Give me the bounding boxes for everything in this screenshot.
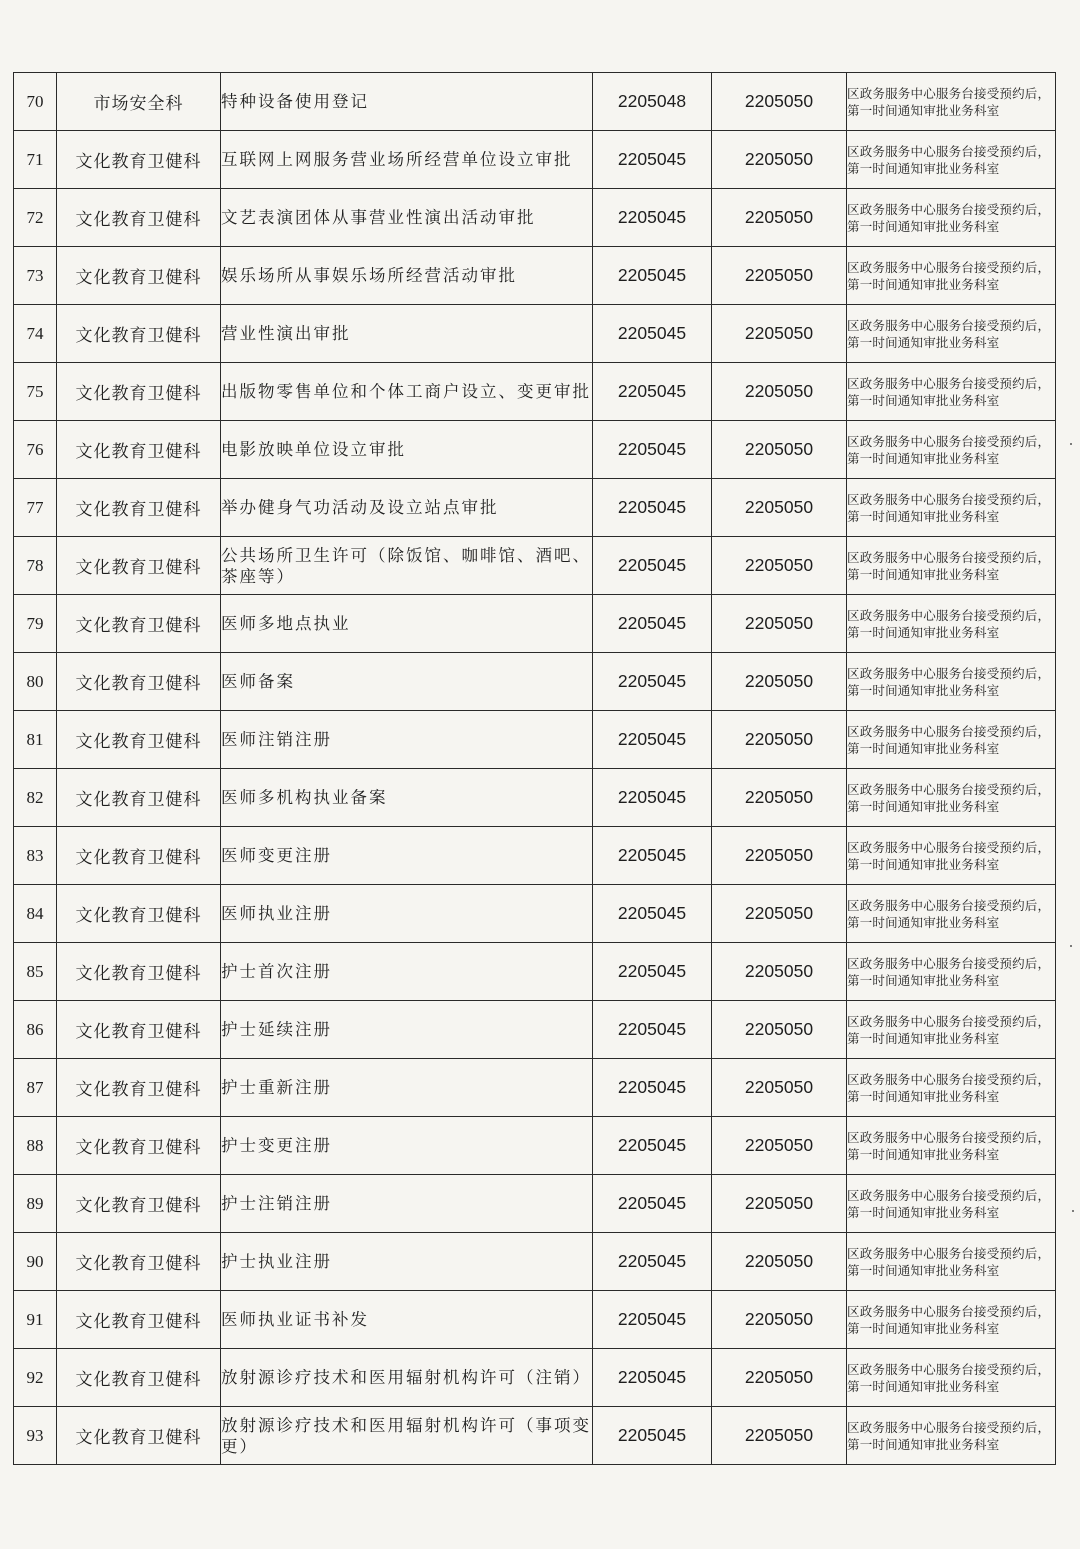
phone-cell-2: 2205050 — [712, 943, 847, 1001]
phone-cell-1: 2205045 — [593, 363, 712, 421]
department-cell: 文化教育卫健科 — [57, 1001, 221, 1059]
row-number: 90 — [14, 1233, 57, 1291]
service-item-cell: 放射源诊疗技术和医用辐射机构许可（注销） — [221, 1349, 593, 1407]
row-number: 76 — [14, 421, 57, 479]
note-cell: 区政务服务中心服务台接受预约后，第一时间通知审批业务科室 — [847, 595, 1056, 653]
table-row — [14, 363, 1056, 421]
department-cell: 文化教育卫健科 — [57, 247, 221, 305]
service-item-cell: 文艺表演团体从事营业性演出活动审批 — [221, 189, 593, 247]
department-cell: 文化教育卫健科 — [57, 479, 221, 537]
note-cell: 区政务服务中心服务台接受预约后，第一时间通知审批业务科室 — [847, 1175, 1056, 1233]
department-cell: 市场安全科 — [57, 73, 221, 131]
phone-cell-2: 2205050 — [712, 1001, 847, 1059]
row-number: 85 — [14, 943, 57, 1001]
department-cell: 文化教育卫健科 — [57, 653, 221, 711]
phone-cell-2: 2205050 — [712, 1291, 847, 1349]
table-row — [14, 537, 1056, 595]
table-row — [14, 653, 1056, 711]
phone-cell-1: 2205048 — [593, 73, 712, 131]
row-number: 72 — [14, 189, 57, 247]
table-row — [14, 73, 1056, 131]
department-cell: 文化教育卫健科 — [57, 711, 221, 769]
phone-cell-1: 2205045 — [593, 711, 712, 769]
phone-cell-2: 2205050 — [712, 421, 847, 479]
row-number: 78 — [14, 537, 57, 595]
service-item-cell: 医师多机构执业备案 — [221, 769, 593, 827]
note-cell: 区政务服务中心服务台接受预约后，第一时间通知审批业务科室 — [847, 1117, 1056, 1175]
row-number: 89 — [14, 1175, 57, 1233]
department-cell: 文化教育卫健科 — [57, 363, 221, 421]
row-number: 86 — [14, 1001, 57, 1059]
note-cell: 区政务服务中心服务台接受预约后，第一时间通知审批业务科室 — [847, 73, 1056, 131]
phone-cell-2: 2205050 — [712, 711, 847, 769]
department-cell: 文化教育卫健科 — [57, 1175, 221, 1233]
phone-cell-2: 2205050 — [712, 479, 847, 537]
row-number: 87 — [14, 1059, 57, 1117]
phone-cell-2: 2205050 — [712, 363, 847, 421]
table-row — [14, 1175, 1056, 1233]
department-cell: 文化教育卫健科 — [57, 305, 221, 363]
service-item-cell: 医师变更注册 — [221, 827, 593, 885]
note-cell: 区政务服务中心服务台接受预约后，第一时间通知审批业务科室 — [847, 247, 1056, 305]
phone-cell-1: 2205045 — [593, 885, 712, 943]
note-cell: 区政务服务中心服务台接受预约后，第一时间通知审批业务科室 — [847, 537, 1056, 595]
row-number: 70 — [14, 73, 57, 131]
phone-cell-2: 2205050 — [712, 827, 847, 885]
row-number: 93 — [14, 1407, 57, 1465]
service-item-cell: 医师执业证书补发 — [221, 1291, 593, 1349]
row-number: 80 — [14, 653, 57, 711]
service-item-cell: 医师注销注册 — [221, 711, 593, 769]
row-number: 71 — [14, 131, 57, 189]
phone-cell-2: 2205050 — [712, 1117, 847, 1175]
phone-cell-1: 2205045 — [593, 247, 712, 305]
phone-cell-1: 2205045 — [593, 1001, 712, 1059]
phone-cell-2: 2205050 — [712, 537, 847, 595]
phone-cell-1: 2205045 — [593, 537, 712, 595]
row-number: 77 — [14, 479, 57, 537]
row-number: 82 — [14, 769, 57, 827]
note-cell: 区政务服务中心服务台接受预约后，第一时间通知审批业务科室 — [847, 711, 1056, 769]
phone-cell-2: 2205050 — [712, 769, 847, 827]
service-item-cell: 电影放映单位设立审批 — [221, 421, 593, 479]
service-item-cell: 举办健身气功活动及设立站点审批 — [221, 479, 593, 537]
table-row — [14, 595, 1056, 653]
note-cell: 区政务服务中心服务台接受预约后，第一时间通知审批业务科室 — [847, 1349, 1056, 1407]
note-cell: 区政务服务中心服务台接受预约后，第一时间通知审批业务科室 — [847, 653, 1056, 711]
note-cell: 区政务服务中心服务台接受预约后，第一时间通知审批业务科室 — [847, 885, 1056, 943]
service-item-cell: 出版物零售单位和个体工商户设立、变更审批 — [221, 363, 593, 421]
phone-cell-2: 2205050 — [712, 1349, 847, 1407]
phone-cell-1: 2205045 — [593, 1291, 712, 1349]
table-row — [14, 1233, 1056, 1291]
department-cell: 文化教育卫健科 — [57, 827, 221, 885]
phone-cell-1: 2205045 — [593, 1233, 712, 1291]
table-row — [14, 885, 1056, 943]
note-cell: 区政务服务中心服务台接受预约后，第一时间通知审批业务科室 — [847, 421, 1056, 479]
service-item-cell: 公共场所卫生许可（除饭馆、咖啡馆、酒吧、茶座等） — [221, 537, 593, 595]
phone-cell-1: 2205045 — [593, 943, 712, 1001]
row-number: 91 — [14, 1291, 57, 1349]
table-row — [14, 305, 1056, 363]
services-table — [13, 72, 1056, 1465]
note-cell: 区政务服务中心服务台接受预约后，第一时间通知审批业务科室 — [847, 769, 1056, 827]
department-cell: 文化教育卫健科 — [57, 1349, 221, 1407]
service-item-cell: 放射源诊疗技术和医用辐射机构许可（事项变更） — [221, 1407, 593, 1465]
row-number: 92 — [14, 1349, 57, 1407]
service-item-cell: 互联网上网服务营业场所经营单位设立审批 — [221, 131, 593, 189]
row-number: 84 — [14, 885, 57, 943]
scan-speck — [1070, 443, 1072, 445]
phone-cell-1: 2205045 — [593, 189, 712, 247]
table-row — [14, 943, 1056, 1001]
note-cell: 区政务服务中心服务台接受预约后，第一时间通知审批业务科室 — [847, 1291, 1056, 1349]
department-cell: 文化教育卫健科 — [57, 421, 221, 479]
note-cell: 区政务服务中心服务台接受预约后，第一时间通知审批业务科室 — [847, 479, 1056, 537]
phone-cell-1: 2205045 — [593, 421, 712, 479]
table-row — [14, 711, 1056, 769]
note-cell: 区政务服务中心服务台接受预约后，第一时间通知审批业务科室 — [847, 131, 1056, 189]
table-row — [14, 769, 1056, 827]
table-row — [14, 1407, 1056, 1465]
department-cell: 文化教育卫健科 — [57, 1117, 221, 1175]
phone-cell-1: 2205045 — [593, 1059, 712, 1117]
table-row — [14, 1117, 1056, 1175]
service-item-cell: 护士首次注册 — [221, 943, 593, 1001]
department-cell: 文化教育卫健科 — [57, 1407, 221, 1465]
row-number: 83 — [14, 827, 57, 885]
department-cell: 文化教育卫健科 — [57, 189, 221, 247]
row-number: 74 — [14, 305, 57, 363]
table-row — [14, 189, 1056, 247]
table-row — [14, 827, 1056, 885]
note-cell: 区政务服务中心服务台接受预约后，第一时间通知审批业务科室 — [847, 1059, 1056, 1117]
phone-cell-1: 2205045 — [593, 479, 712, 537]
phone-cell-1: 2205045 — [593, 131, 712, 189]
service-item-cell: 娱乐场所从事娱乐场所经营活动审批 — [221, 247, 593, 305]
service-item-cell: 医师多地点执业 — [221, 595, 593, 653]
phone-cell-1: 2205045 — [593, 595, 712, 653]
note-cell: 区政务服务中心服务台接受预约后，第一时间通知审批业务科室 — [847, 827, 1056, 885]
table-row — [14, 131, 1056, 189]
table-row — [14, 1001, 1056, 1059]
phone-cell-1: 2205045 — [593, 1407, 712, 1465]
phone-cell-2: 2205050 — [712, 131, 847, 189]
phone-cell-2: 2205050 — [712, 1233, 847, 1291]
service-item-cell: 护士重新注册 — [221, 1059, 593, 1117]
department-cell: 文化教育卫健科 — [57, 1233, 221, 1291]
phone-cell-2: 2205050 — [712, 1175, 847, 1233]
phone-cell-1: 2205045 — [593, 1117, 712, 1175]
department-cell: 文化教育卫健科 — [57, 1059, 221, 1117]
phone-cell-2: 2205050 — [712, 1059, 847, 1117]
department-cell: 文化教育卫健科 — [57, 1291, 221, 1349]
department-cell: 文化教育卫健科 — [57, 885, 221, 943]
table-body — [14, 73, 1056, 1465]
department-cell: 文化教育卫健科 — [57, 943, 221, 1001]
table-row — [14, 1349, 1056, 1407]
note-cell: 区政务服务中心服务台接受预约后，第一时间通知审批业务科室 — [847, 1233, 1056, 1291]
row-number: 88 — [14, 1117, 57, 1175]
row-number: 81 — [14, 711, 57, 769]
phone-cell-2: 2205050 — [712, 189, 847, 247]
phone-cell-1: 2205045 — [593, 1349, 712, 1407]
row-number: 73 — [14, 247, 57, 305]
note-cell: 区政务服务中心服务台接受预约后，第一时间通知审批业务科室 — [847, 189, 1056, 247]
service-item-cell: 特种设备使用登记 — [221, 73, 593, 131]
note-cell: 区政务服务中心服务台接受预约后，第一时间通知审批业务科室 — [847, 1407, 1056, 1465]
phone-cell-1: 2205045 — [593, 653, 712, 711]
service-item-cell: 营业性演出审批 — [221, 305, 593, 363]
phone-cell-2: 2205050 — [712, 653, 847, 711]
service-item-cell: 医师备案 — [221, 653, 593, 711]
department-cell: 文化教育卫健科 — [57, 131, 221, 189]
service-item-cell: 护士执业注册 — [221, 1233, 593, 1291]
department-cell: 文化教育卫健科 — [57, 537, 221, 595]
department-cell: 文化教育卫健科 — [57, 595, 221, 653]
service-item-cell: 医师执业注册 — [221, 885, 593, 943]
table-row — [14, 1291, 1056, 1349]
table-row — [14, 1059, 1056, 1117]
note-cell: 区政务服务中心服务台接受预约后，第一时间通知审批业务科室 — [847, 363, 1056, 421]
phone-cell-2: 2205050 — [712, 73, 847, 131]
scan-speck — [1072, 1210, 1074, 1212]
phone-cell-1: 2205045 — [593, 827, 712, 885]
phone-cell-2: 2205050 — [712, 247, 847, 305]
phone-cell-1: 2205045 — [593, 1175, 712, 1233]
service-item-cell: 护士变更注册 — [221, 1117, 593, 1175]
table-row — [14, 421, 1056, 479]
table-row — [14, 247, 1056, 305]
row-number: 79 — [14, 595, 57, 653]
table-row — [14, 479, 1056, 537]
phone-cell-2: 2205050 — [712, 1407, 847, 1465]
phone-cell-2: 2205050 — [712, 885, 847, 943]
phone-cell-1: 2205045 — [593, 769, 712, 827]
phone-cell-2: 2205050 — [712, 305, 847, 363]
phone-cell-2: 2205050 — [712, 595, 847, 653]
note-cell: 区政务服务中心服务台接受预约后，第一时间通知审批业务科室 — [847, 305, 1056, 363]
service-item-cell: 护士延续注册 — [221, 1001, 593, 1059]
note-cell: 区政务服务中心服务台接受预约后，第一时间通知审批业务科室 — [847, 943, 1056, 1001]
service-item-cell: 护士注销注册 — [221, 1175, 593, 1233]
phone-cell-1: 2205045 — [593, 305, 712, 363]
note-cell: 区政务服务中心服务台接受预约后，第一时间通知审批业务科室 — [847, 1001, 1056, 1059]
department-cell: 文化教育卫健科 — [57, 769, 221, 827]
row-number: 75 — [14, 363, 57, 421]
scan-speck — [1070, 945, 1072, 947]
